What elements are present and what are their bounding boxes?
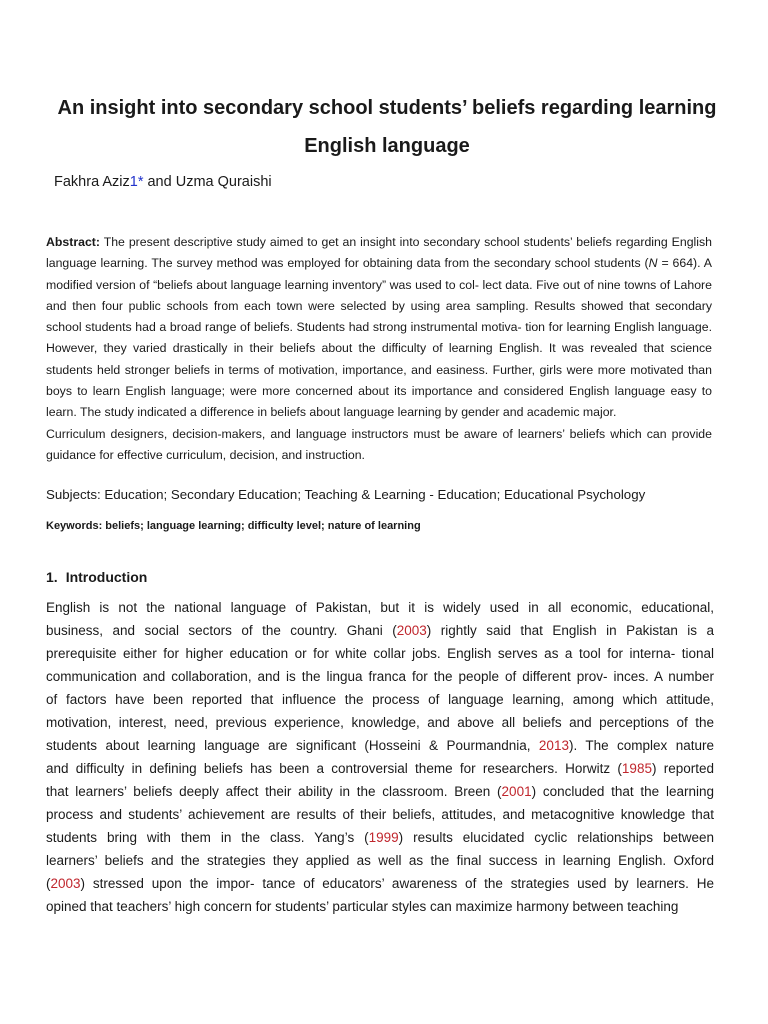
introduction-line: business, and social sectors of the country. Ghani (2003) rightly said that English in Pakistan is a [46,623,714,638]
author-line [54,173,272,191]
abstract [46,232,712,466]
introduction-line: process and students’ achievement are results of their beliefs, attitudes, and metacognitive knowledge that [46,807,714,822]
keywords-line: Keywords: beliefs; language learning; difficulty level; nature of learning [46,520,421,532]
author-name-2: Uzma Quraishi [175,174,272,190]
abstract-label: Abstract: [46,235,100,249]
citation-link[interactable]: 1999 [368,830,399,845]
introduction-line: that learners’ beliefs deeply affect their ability in the classroom. Breen (2001) concluded that the learning [46,784,714,799]
section-title: Introduction [65,569,148,585]
citation-link[interactable]: 2003 [396,623,427,638]
section-number: 1. [46,569,58,585]
section-heading [46,568,147,586]
introduction-line: learners’ beliefs and the strategies they applied as well as the final success in learning English. Oxford [46,853,714,868]
citation-link[interactable]: 1985 [621,761,652,776]
subjects-line: Subjects: Education; Secondary Education; Teaching & Learning - Education; Educational Psychology [46,487,646,502]
paper-title: An insight into secondary school students’ beliefs regarding learning English language [57,97,717,157]
introduction-line: motivation, interest, need, previous experience, knowledge, and above all beliefs and perceptions of the [46,715,714,730]
abstract-text-2: = 664). A modified version of “beliefs about language learning inventory” was used to col- lect data. Five out of nine towns of Lahore and then four public schools from each town were selected by using area sampling. Results showed that secondary school students had a broad range of beliefs. Students had strong instrumental motiva- tion for learning English language. However, they varied drastically in their beliefs about the difficulty of learning English. It was revealed that science students held stronger beliefs in terms of motivation, importance, and easiness. Further, girls were more motivated than boys to learn English language; were more concerned about its importance and considered English language easy to learn. The study indicated a difference in beliefs about language learning by gender and academic major. [46,256,713,420]
citation-link[interactable]: 2013 [538,738,569,753]
author-name-1: Fakhra Aziz [54,174,130,190]
introduction-line: of factors have been reported that influence the process of language learning, among which attitude, [46,692,714,707]
introduction-line: (2003) stressed upon the impor- tance of educators’ awareness of the strategies used by learners. He [46,876,714,891]
n-symbol: N [648,256,658,271]
citation-link[interactable]: 2003 [50,876,81,891]
introduction-line: communication and collaboration, and is the lingua franca for the people of different prov- inces. A number [46,669,714,684]
abstract-paragraph-2: Curriculum designers, decision-makers, and language instructors must be aware of learners’ beliefs which can provide guidance for effective curriculum, decision, and instruction. [46,426,712,462]
author-affiliation-link[interactable]: 1* [129,174,144,190]
author-connector: and [143,174,176,190]
introduction-paragraph [46,596,714,918]
introduction-line: opined that teachers’ high concern for students’ particular styles can maximize harmony between teaching [46,899,679,914]
introduction-line: prerequisite either for higher education or for white collar jobs. English serves as a tool for interna- tional [46,646,714,661]
abstract-text-1: The present descriptive study aimed to get an insight into secondary school students’ beliefs regarding English language learning. The survey method was employed for obtaining data from the secondary school students ( [46,235,712,271]
abstract-paragraph-1 [46,232,712,424]
introduction-body [46,596,714,918]
introduction-line: students bring with them in the class. Yang’s (1999) results elucidated cyclic relationships between [46,830,714,845]
introduction-line: and difficulty in defining beliefs has been a controversial theme for researchers. Horwitz (1985) reported [46,761,715,776]
introduction-line: English is not the national language of Pakistan, but it is widely used in all economic, educational, [46,600,714,615]
citation-link[interactable]: 2001 [501,784,532,799]
introduction-line: students about learning language are significant (Hosseini & Pourmandnia, 2013). The complex nature [46,738,714,753]
